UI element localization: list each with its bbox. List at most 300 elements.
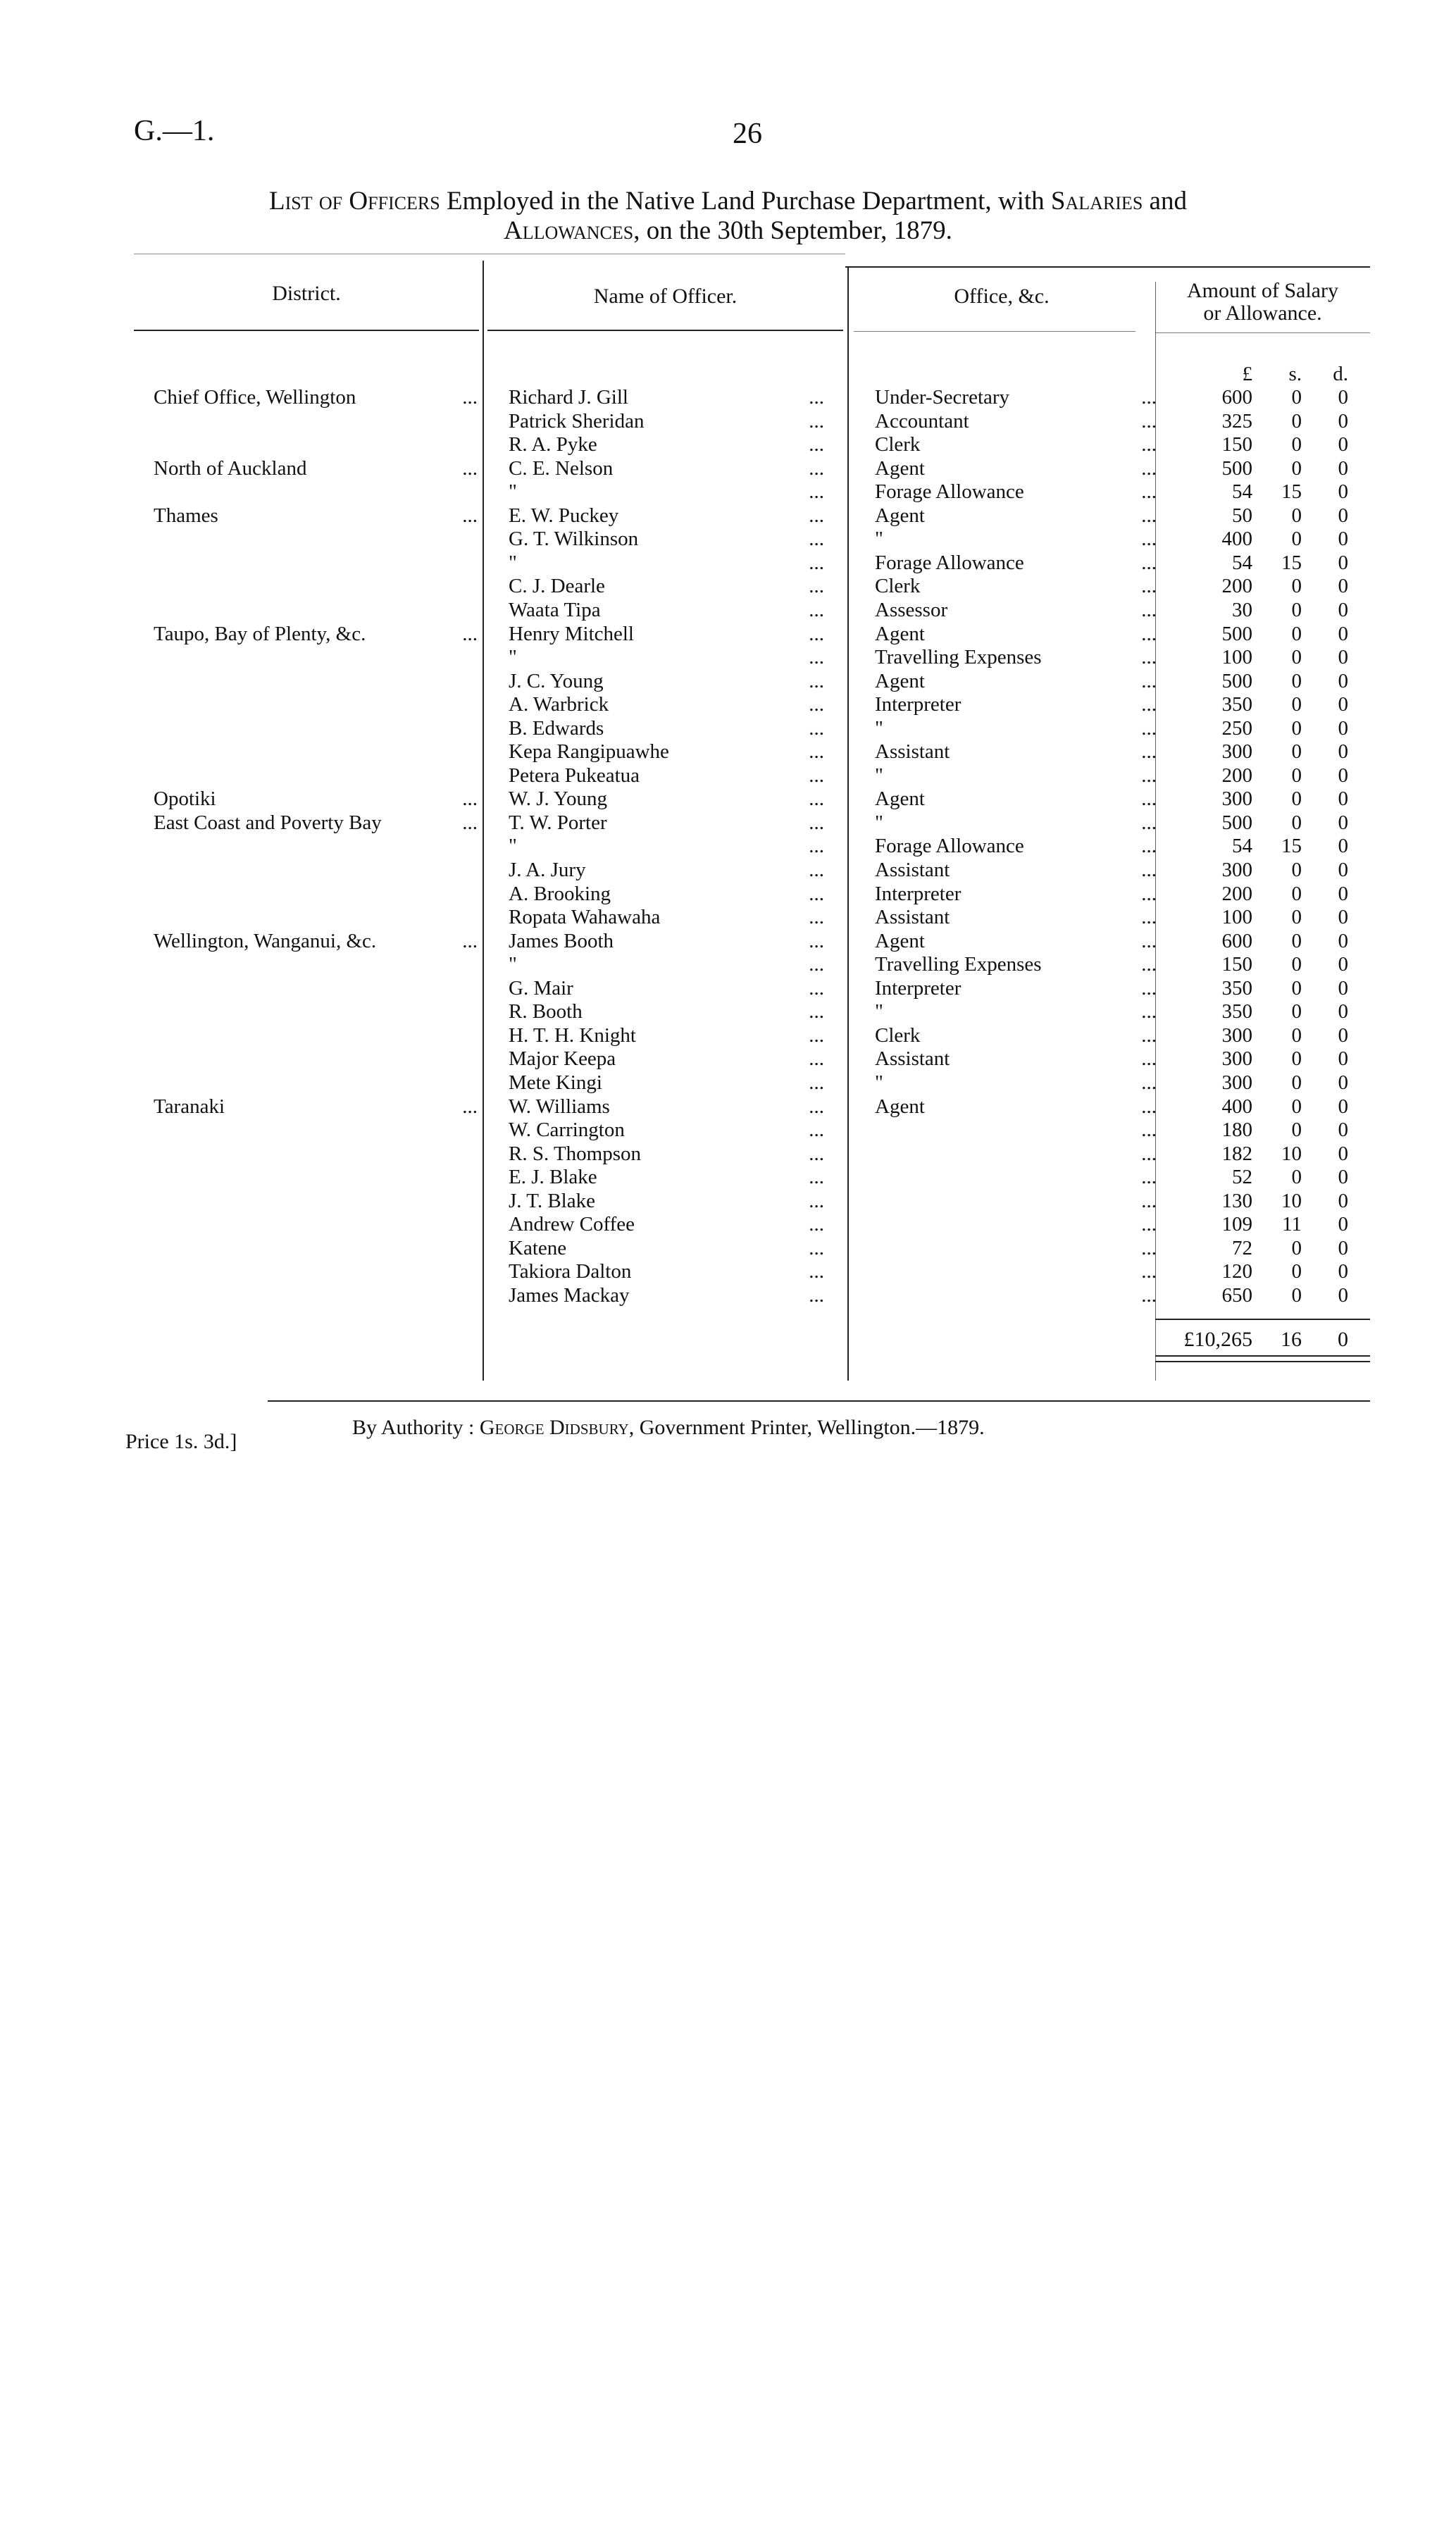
amount-pence: 0 — [1338, 764, 1348, 787]
office-cell — [875, 740, 1157, 764]
amount-shillings: 0 — [1291, 1237, 1302, 1259]
amount-pence: 0 — [1338, 1190, 1348, 1212]
office-cell-text: Agent — [875, 1095, 925, 1118]
amount-shillings: 0 — [1291, 740, 1302, 763]
title-allowances: Allowances — [504, 216, 634, 245]
officer-name-cell-text: James Mackay — [509, 1284, 630, 1307]
office-cell — [875, 433, 1157, 456]
amount-shillings: 0 — [1291, 1000, 1302, 1023]
officer-name-cell — [509, 835, 824, 858]
amount-shillings: 0 — [1291, 1166, 1302, 1188]
officer-name-cell — [509, 480, 824, 504]
amount-pounds: 300 — [1221, 1047, 1252, 1070]
office-cell — [875, 906, 1157, 929]
leader-dots: ... — [1141, 1000, 1157, 1023]
officer-name-cell-text: G. T. Wilkinson — [509, 528, 639, 550]
office-cell — [875, 1024, 1157, 1047]
leader-dots: ... — [809, 410, 824, 432]
amount-pence: 0 — [1338, 1047, 1348, 1070]
officer-name-cell — [509, 906, 824, 929]
leader-dots: ... — [1141, 1047, 1157, 1070]
office-cell — [875, 504, 1157, 528]
amount-pounds: 250 — [1221, 717, 1252, 740]
office-cell — [875, 764, 1157, 788]
amount-shillings: 0 — [1291, 811, 1302, 834]
officer-name-cell — [509, 1284, 824, 1307]
leader-dots: ... — [1141, 1260, 1157, 1283]
officer-name-cell — [509, 552, 824, 575]
leader-dots: ... — [809, 764, 824, 787]
officer-name-cell — [509, 1190, 824, 1213]
officer-name-cell-text: E. W. Puckey — [509, 504, 619, 527]
office-cell — [875, 1071, 1157, 1095]
office-cell-text: Assistant — [875, 740, 950, 763]
leader-dots: ... — [1141, 1237, 1157, 1259]
district-cell-text: North of Auckland — [154, 457, 307, 480]
officer-name-cell-text: J. A. Jury — [509, 859, 586, 881]
total-rule-bottom-1 — [1155, 1355, 1370, 1357]
office-cell-text: Agent — [875, 457, 925, 480]
officer-name-cell-text: R. S. Thompson — [509, 1143, 642, 1165]
leader-dots: ... — [1141, 1095, 1157, 1118]
column-header-amount-line-2: or Allowance. — [1203, 301, 1322, 325]
column-divider-1 — [483, 261, 484, 1381]
leader-dots: ... — [809, 528, 824, 550]
officer-name-cell-text: " — [509, 480, 517, 503]
amount-pounds: 200 — [1221, 575, 1252, 597]
office-cell-text: Interpreter — [875, 883, 962, 905]
officer-name-cell-text: R. A. Pyke — [509, 433, 597, 456]
district-cell — [154, 457, 478, 480]
amount-pounds: 650 — [1221, 1284, 1252, 1307]
leader-dots: ... — [809, 1284, 824, 1307]
office-cell-text: Clerk — [875, 575, 921, 597]
leader-dots: ... — [462, 386, 478, 409]
amount-pounds: 500 — [1221, 670, 1252, 692]
leader-dots: ... — [809, 1071, 824, 1094]
amount-pence: 0 — [1338, 1237, 1348, 1259]
leader-dots: ... — [809, 788, 824, 810]
amount-pence: 0 — [1338, 1024, 1348, 1047]
leader-dots: ... — [809, 1119, 824, 1141]
officer-name-cell — [509, 811, 824, 835]
officer-name-cell-text: A. Brooking — [509, 883, 611, 905]
leader-dots: ... — [809, 646, 824, 668]
amount-pence: 0 — [1338, 575, 1348, 597]
leader-dots: ... — [1141, 859, 1157, 881]
amount-pounds: 54 — [1232, 835, 1252, 857]
officer-name-cell-text: " — [509, 552, 517, 574]
amount-pounds: 130 — [1221, 1190, 1252, 1212]
amount-pence: 0 — [1338, 740, 1348, 763]
district-cell-text: Wellington, Wanganui, &c. — [154, 930, 377, 952]
leader-dots: ... — [1141, 930, 1157, 952]
leader-dots: ... — [809, 457, 824, 480]
unit-pence: d. — [1333, 363, 1348, 385]
amount-shillings: 0 — [1291, 623, 1302, 645]
office-cell-text: Interpreter — [875, 977, 962, 1000]
column-header-amount-line-1: Amount of Salary — [1187, 279, 1338, 302]
officer-name-cell — [509, 646, 824, 669]
price-note: Price 1s. 3d.] — [125, 1430, 237, 1453]
printer-imprint — [352, 1416, 985, 1440]
officer-name-cell — [509, 859, 824, 882]
district-cell — [154, 504, 478, 528]
leader-dots: ... — [809, 1024, 824, 1047]
district-cell — [154, 930, 478, 953]
officer-name-cell — [509, 1213, 824, 1236]
officer-name-cell-text: Major Keepa — [509, 1047, 616, 1070]
amount-pounds: 100 — [1221, 646, 1252, 668]
leader-dots: ... — [1141, 670, 1157, 692]
amount-pounds: 54 — [1232, 552, 1252, 574]
officer-name-cell — [509, 1071, 824, 1095]
amount-pounds: 400 — [1221, 528, 1252, 550]
amount-pounds: 200 — [1221, 764, 1252, 787]
title-text-a: Employed in the Native Land Purchase Department, with — [440, 187, 1051, 216]
office-cell-text: Interpreter — [875, 693, 962, 716]
amount-pounds: 150 — [1221, 953, 1252, 976]
office-cell-text: Travelling Expenses — [875, 953, 1042, 976]
leader-dots: ... — [809, 930, 824, 952]
amount-pounds: 150 — [1221, 433, 1252, 456]
officer-name-cell-text: Henry Mitchell — [509, 623, 634, 645]
officer-name-cell — [509, 1095, 824, 1119]
amount-shillings: 0 — [1291, 646, 1302, 668]
amount-shillings: 0 — [1291, 717, 1302, 740]
district-cell-text: Taupo, Bay of Plenty, &c. — [154, 623, 366, 645]
leader-dots: ... — [1141, 1119, 1157, 1141]
office-cell-text: " — [875, 1000, 883, 1023]
leader-dots: ... — [809, 575, 824, 597]
leader-dots: ... — [809, 1237, 824, 1259]
leader-dots: ... — [1141, 646, 1157, 668]
unit-shillings: s. — [1288, 363, 1302, 385]
office-cell — [875, 977, 1157, 1000]
office-cell — [875, 457, 1157, 480]
leader-dots: ... — [809, 953, 824, 976]
officer-name-cell-text: E. J. Blake — [509, 1166, 597, 1188]
amount-pence: 0 — [1338, 1213, 1348, 1235]
officer-name-cell — [509, 1260, 824, 1283]
leader-dots: ... — [1141, 811, 1157, 834]
officer-name-cell-text: J. C. Young — [509, 670, 604, 692]
officer-name-cell-text: W. Williams — [509, 1095, 610, 1118]
header-rule-district — [134, 330, 479, 331]
officer-name-cell — [509, 977, 824, 1000]
officer-name-cell-text: " — [509, 646, 517, 668]
officer-name-cell-text: Richard J. Gill — [509, 386, 628, 409]
leader-dots: ... — [809, 1260, 824, 1283]
officer-name-cell — [509, 693, 824, 716]
amount-pounds: 300 — [1221, 859, 1252, 881]
amount-pounds: 200 — [1221, 883, 1252, 905]
leader-dots: ... — [1141, 693, 1157, 716]
office-cell — [875, 552, 1157, 575]
office-cell-text: Clerk — [875, 433, 921, 456]
leader-dots: ... — [1141, 1213, 1157, 1235]
title-and: and — [1143, 187, 1187, 216]
amount-pounds: 600 — [1221, 930, 1252, 952]
leader-dots: ... — [1141, 1190, 1157, 1212]
amount-pence: 0 — [1338, 953, 1348, 976]
amount-shillings: 15 — [1281, 552, 1302, 574]
leader-dots: ... — [1141, 386, 1157, 409]
leader-dots: ... — [809, 599, 824, 621]
header-rule-office — [854, 331, 1135, 332]
amount-pounds: 182 — [1221, 1143, 1252, 1165]
leader-dots: ... — [809, 977, 824, 1000]
leader-dots: ... — [809, 504, 824, 527]
column-divider-2 — [847, 266, 849, 1381]
amount-pounds: 72 — [1232, 1237, 1252, 1259]
leader-dots: ... — [1141, 717, 1157, 740]
office-cell — [875, 480, 1157, 504]
amount-shillings: 0 — [1291, 1260, 1302, 1283]
officer-name-cell — [509, 1119, 824, 1142]
amount-pence: 0 — [1338, 1284, 1348, 1307]
leader-dots: ... — [1141, 528, 1157, 550]
amount-pence: 0 — [1338, 552, 1348, 574]
officer-name-cell-text: W. J. Young — [509, 788, 607, 810]
office-cell-text: Agent — [875, 788, 925, 810]
officer-name-cell-text: A. Warbrick — [509, 693, 609, 716]
office-cell — [875, 1047, 1157, 1071]
table-bottom-rule — [268, 1400, 1370, 1402]
leader-dots: ... — [1141, 835, 1157, 857]
amount-pounds: 500 — [1221, 457, 1252, 480]
district-cell-text: Taranaki — [154, 1095, 225, 1118]
office-cell — [875, 835, 1157, 858]
leader-dots: ... — [809, 552, 824, 574]
amount-pounds: 325 — [1221, 410, 1252, 432]
leader-dots: ... — [462, 1095, 478, 1118]
amount-pounds: 350 — [1221, 693, 1252, 716]
amount-pence: 0 — [1338, 930, 1348, 952]
total-rule-top — [1155, 1319, 1370, 1320]
officer-name-cell — [509, 930, 824, 953]
office-cell-text: " — [875, 811, 883, 834]
amount-shillings: 0 — [1291, 1119, 1302, 1141]
amount-shillings: 0 — [1291, 1095, 1302, 1118]
office-cell-text: Assistant — [875, 1047, 950, 1070]
leader-dots: ... — [1141, 977, 1157, 1000]
amount-pence: 0 — [1338, 623, 1348, 645]
officer-name-cell-text: J. T. Blake — [509, 1190, 595, 1212]
officer-name-cell — [509, 740, 824, 764]
officer-name-cell-text: Ropata Wahawaha — [509, 906, 661, 928]
office-cell — [875, 883, 1157, 906]
office-cell-text: Assistant — [875, 906, 950, 928]
office-cell-text: Agent — [875, 504, 925, 527]
officer-name-cell-text: Takiora Dalton — [509, 1260, 632, 1283]
officer-name-cell-text: " — [509, 835, 517, 857]
leader-dots: ... — [1141, 504, 1157, 527]
amount-pence: 0 — [1338, 859, 1348, 881]
amount-pounds: 300 — [1221, 788, 1252, 810]
office-cell — [875, 575, 1157, 598]
office-cell — [875, 930, 1157, 953]
amount-pence: 0 — [1338, 1166, 1348, 1188]
officer-name-cell-text: C. E. Nelson — [509, 457, 614, 480]
office-cell — [875, 646, 1157, 669]
amount-shillings: 0 — [1291, 764, 1302, 787]
amount-pounds: 52 — [1232, 1166, 1252, 1188]
total-rule-bottom-2 — [1155, 1361, 1370, 1362]
office-cell-text: Clerk — [875, 1024, 921, 1047]
leader-dots: ... — [1141, 883, 1157, 905]
office-cell — [875, 717, 1157, 740]
leader-dots: ... — [809, 386, 824, 409]
officer-name-cell — [509, 410, 824, 433]
officer-name-cell-text: Kepa Rangipuawhe — [509, 740, 669, 763]
office-cell — [875, 953, 1157, 976]
amount-pounds: 300 — [1221, 1024, 1252, 1047]
title-date: , on the 30th September, 1879. — [633, 216, 952, 245]
officer-name-cell — [509, 1000, 824, 1023]
amount-pence: 0 — [1338, 480, 1348, 503]
amount-shillings: 0 — [1291, 504, 1302, 527]
leader-dots: ... — [1141, 1143, 1157, 1165]
officer-name-cell-text: B. Edwards — [509, 717, 604, 740]
amount-pence: 0 — [1338, 1071, 1348, 1094]
office-cell-text: Travelling Expenses — [875, 646, 1042, 668]
office-cell — [875, 788, 1157, 811]
amount-shillings: 0 — [1291, 528, 1302, 550]
officer-name-cell — [509, 528, 824, 551]
district-cell-text: Opotiki — [154, 788, 216, 810]
amount-shillings: 10 — [1281, 1143, 1302, 1165]
district-cell-text: Chief Office, Wellington — [154, 386, 356, 409]
table-title-line-1 — [0, 186, 1456, 216]
title-salaries: Salaries — [1050, 187, 1143, 216]
amount-pence: 0 — [1338, 1260, 1348, 1283]
leader-dots: ... — [1141, 740, 1157, 763]
leader-dots: ... — [809, 1000, 824, 1023]
leader-dots: ... — [809, 433, 824, 456]
table-title-line-2 — [0, 216, 1456, 246]
title-list-of-officers: List of Officers — [269, 187, 440, 216]
amount-shillings: 0 — [1291, 1024, 1302, 1047]
office-cell-text: " — [875, 764, 883, 787]
office-cell — [875, 410, 1157, 433]
officer-name-cell — [509, 1237, 824, 1260]
leader-dots: ... — [462, 930, 478, 952]
amount-shillings: 0 — [1291, 859, 1302, 881]
amount-pence: 0 — [1338, 788, 1348, 810]
amount-pence: 0 — [1338, 504, 1348, 527]
officer-name-cell-text: James Booth — [509, 930, 614, 952]
officer-name-cell-text: Patrick Sheridan — [509, 410, 645, 432]
leader-dots: ... — [809, 1095, 824, 1118]
officer-name-cell — [509, 386, 824, 409]
total-pence: 0 — [1338, 1328, 1348, 1351]
unit-pounds: £ — [1242, 363, 1252, 385]
amount-pence: 0 — [1338, 906, 1348, 928]
amount-shillings: 0 — [1291, 883, 1302, 905]
office-cell-text: Accountant — [875, 410, 969, 432]
officer-name-cell — [509, 1166, 824, 1189]
amount-shillings: 0 — [1291, 906, 1302, 928]
amount-pounds: 600 — [1221, 386, 1252, 409]
district-cell — [154, 623, 478, 646]
amount-pence: 0 — [1338, 433, 1348, 456]
amount-shillings: 0 — [1291, 670, 1302, 692]
leader-dots: ... — [809, 717, 824, 740]
amount-pounds: 500 — [1221, 623, 1252, 645]
office-cell-text: Agent — [875, 930, 925, 952]
amount-pounds: 400 — [1221, 1095, 1252, 1118]
amount-pence: 0 — [1338, 717, 1348, 740]
total-pounds: £10,265 — [1183, 1328, 1252, 1351]
amount-pence: 0 — [1338, 457, 1348, 480]
total-shillings: 16 — [1281, 1328, 1302, 1351]
office-cell-text: Agent — [875, 670, 925, 692]
district-cell-text: Thames — [154, 504, 218, 527]
leader-dots: ... — [809, 480, 824, 503]
leader-dots: ... — [1141, 457, 1157, 480]
leader-dots: ... — [1141, 599, 1157, 621]
officer-name-cell-text: C. J. Dearle — [509, 575, 605, 597]
office-cell-text: " — [875, 528, 883, 550]
imprint-by-authority: By Authority : — [352, 1416, 480, 1439]
leader-dots: ... — [809, 1213, 824, 1235]
leader-dots: ... — [1141, 623, 1157, 645]
imprint-rest: , Government Printer, Wellington.—1879. — [628, 1416, 985, 1439]
amount-pounds: 100 — [1221, 906, 1252, 928]
officer-name-cell — [509, 670, 824, 693]
office-cell — [875, 811, 1157, 835]
amount-pounds: 350 — [1221, 977, 1252, 1000]
amount-shillings: 0 — [1291, 433, 1302, 456]
amount-pounds: 109 — [1221, 1213, 1252, 1235]
amount-pence: 0 — [1338, 528, 1348, 550]
column-header-name: Name of Officer. — [593, 285, 738, 308]
amount-pounds: 300 — [1221, 1071, 1252, 1094]
officer-name-cell-text: W. Carrington — [509, 1119, 625, 1141]
office-cell — [875, 1000, 1157, 1023]
amount-pounds: 350 — [1221, 1000, 1252, 1023]
officer-name-cell — [509, 953, 824, 976]
amount-shillings: 0 — [1291, 386, 1302, 409]
leader-dots: ... — [462, 623, 478, 645]
district-cell — [154, 788, 478, 811]
leader-dots: ... — [1141, 480, 1157, 503]
officer-name-cell-text: Andrew Coffee — [509, 1213, 635, 1235]
amount-shillings: 0 — [1291, 977, 1302, 1000]
amount-pence: 0 — [1338, 1143, 1348, 1165]
amount-shillings: 0 — [1291, 1047, 1302, 1070]
office-cell-text: Assistant — [875, 859, 950, 881]
leader-dots: ... — [1141, 433, 1157, 456]
page-number: 26 — [733, 118, 762, 150]
office-cell-text: Under-Secretary — [875, 386, 1010, 409]
officer-name-cell — [509, 599, 824, 622]
leader-dots: ... — [462, 811, 478, 834]
amount-pence: 0 — [1338, 1095, 1348, 1118]
office-cell-text: " — [875, 1071, 883, 1094]
leader-dots: ... — [1141, 1166, 1157, 1188]
office-cell-text: Forage Allowance — [875, 835, 1024, 857]
officer-name-cell-text: Petera Pukeatua — [509, 764, 640, 787]
leader-dots: ... — [809, 670, 824, 692]
amount-pence: 0 — [1338, 599, 1348, 621]
leader-dots: ... — [462, 788, 478, 810]
column-header-district: District. — [272, 282, 341, 305]
officer-name-cell — [509, 1047, 824, 1071]
officer-name-cell — [509, 1143, 824, 1166]
officer-name-cell — [509, 433, 824, 456]
